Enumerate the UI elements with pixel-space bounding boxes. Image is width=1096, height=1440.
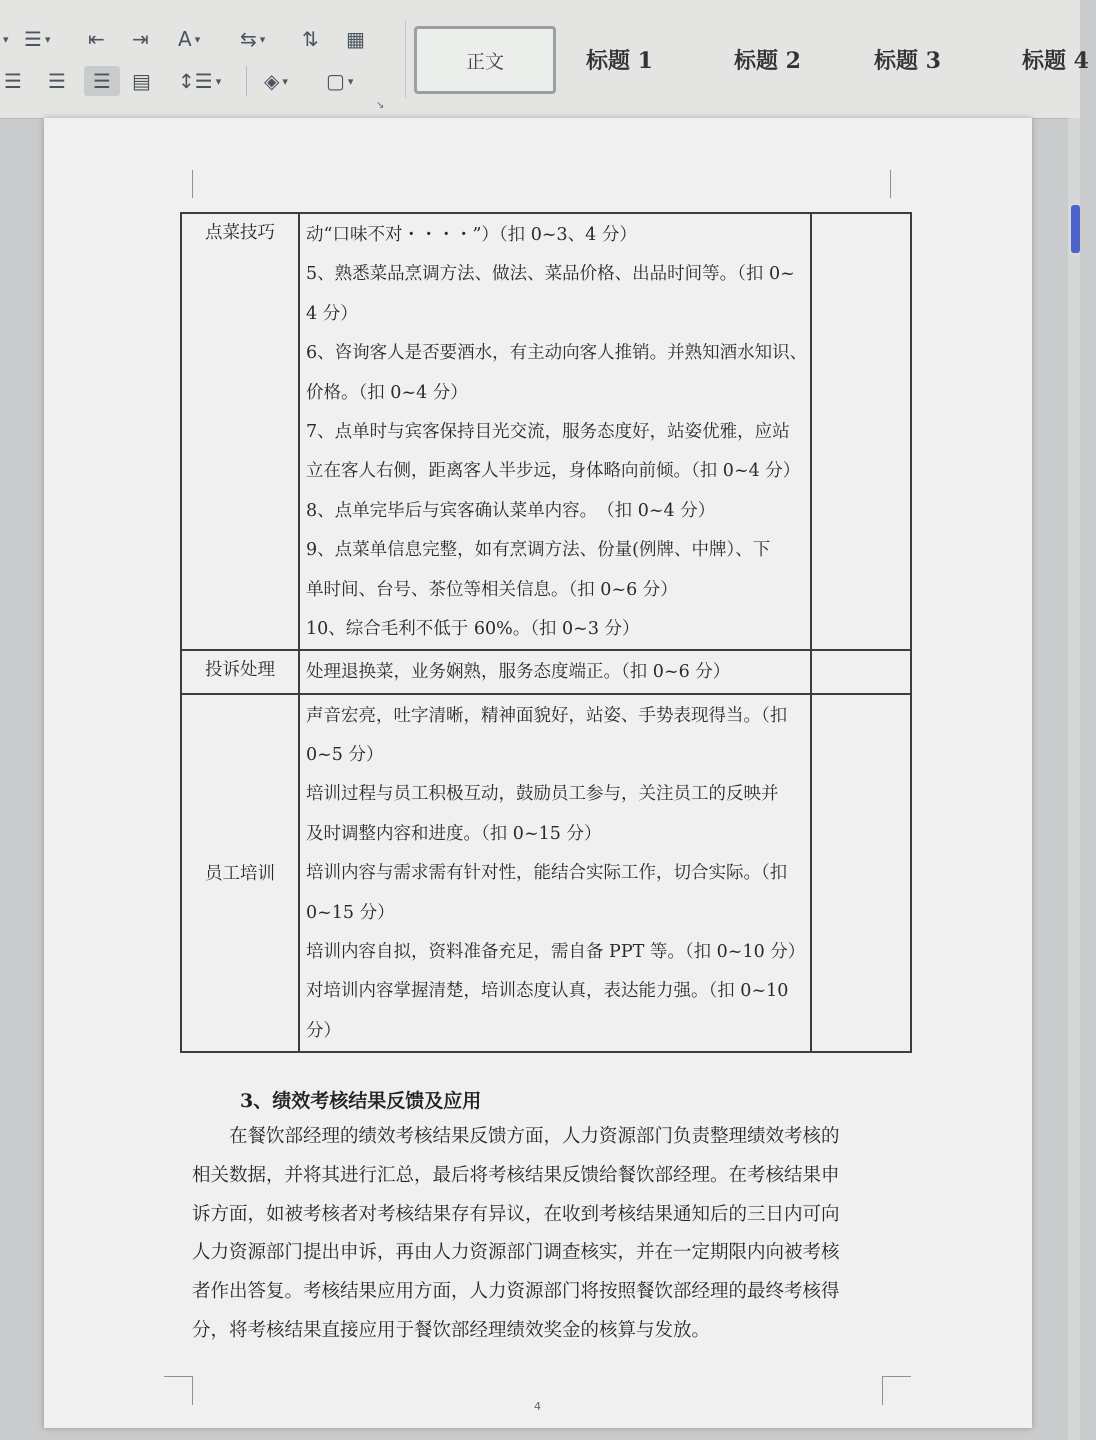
text-direction-button[interactable]: A ▾	[178, 27, 201, 51]
criteria-line: 7、点单时与宾客保持目光交流，服务态度好，站姿优雅，应站	[306, 421, 790, 442]
paragraph-line: 者作出答复。考核结果应用方面，人力资源部门将按照餐饮部经理的最终考核得	[192, 1281, 840, 1303]
criteria-line: 分）	[306, 1020, 341, 1041]
category-cell[interactable]	[181, 694, 299, 1053]
vertical-scrollbar[interactable]	[1068, 118, 1080, 1440]
increase-indent-icon: ⇥	[132, 27, 149, 51]
score-cell[interactable]	[811, 650, 911, 693]
category-label: 投诉处理	[205, 660, 275, 681]
distributed-icon: ▤	[132, 69, 151, 93]
criteria-line: 立在客人右侧，距离客人半步远，身体略向前倾。（扣 0~4 分）	[306, 461, 801, 482]
document-page[interactable]	[44, 118, 1032, 1428]
crop-mark	[164, 1376, 193, 1405]
paragraph-line: 相关数据，并将其进行汇总，最后将考核结果反馈给餐饮部经理。在考核结果申	[192, 1164, 840, 1186]
category-cell[interactable]	[181, 650, 299, 693]
criteria-line: 0~5 分）	[306, 745, 384, 766]
styles-gallery	[405, 20, 1096, 98]
borders-button[interactable]: ▢ ▾	[326, 69, 354, 93]
score-cell[interactable]	[811, 213, 911, 650]
shading-button[interactable]: ◈ ▾	[264, 69, 288, 93]
align-center-icon: ☰	[48, 69, 66, 93]
align-center-button[interactable]	[48, 66, 66, 96]
line-spacing-icon: ↕☰	[178, 69, 213, 93]
page-number: 4	[534, 1400, 541, 1413]
criteria-line: 10、综合毛利不低于 60%。（扣 0~3 分）	[306, 618, 640, 639]
align-left-button[interactable]	[4, 66, 22, 96]
criteria-line: 处理退换菜，业务娴熟，服务态度端正。（扣 0~6 分）	[306, 662, 731, 683]
criteria-line: 4 分）	[306, 303, 358, 324]
crop-mark	[882, 1376, 911, 1405]
paragraph-line: 人力资源部门提出申诉，再由人力资源部门调查核实，并在一定期限内向被考核	[192, 1242, 840, 1264]
style-heading-2[interactable]: 标题 2	[734, 47, 801, 74]
style-heading-3[interactable]: 标题 3	[874, 47, 941, 74]
sort-button[interactable]	[302, 24, 319, 54]
distributed-button[interactable]	[132, 66, 151, 96]
borders-icon: ▢	[326, 69, 345, 93]
category-label: 员工培训	[205, 864, 275, 885]
section-heading: 3、绩效考核结果反馈及应用	[240, 1090, 482, 1112]
bullets-list-button[interactable]: ☰ ▾	[24, 27, 51, 51]
criteria-line: 价格。（扣 0~4 分）	[306, 382, 468, 403]
swap-button[interactable]: ⇆ ▾	[240, 27, 266, 51]
toolbar-separator	[246, 66, 247, 96]
decrease-indent-icon: ⇤	[88, 27, 105, 51]
sort-icon: ⇅	[302, 27, 319, 51]
table-grid-icon: ▦	[346, 27, 365, 51]
criteria-cell[interactable]	[299, 650, 811, 693]
table-row	[181, 213, 911, 650]
scrollbar-thumb[interactable]	[1071, 205, 1080, 253]
criteria-line: 及时调整内容和进度。（扣 0~15 分）	[306, 823, 602, 844]
criteria-line: 0~15 分）	[306, 902, 395, 923]
criteria-line: 对培训内容掌握清楚，培训态度认真，表达能力强。（扣 0~10	[306, 981, 789, 1002]
criteria-line: 单时间、台号、茶位等相关信息。（扣 0~6 分）	[306, 579, 678, 600]
criteria-line: 6、咨询客人是否要酒水，有主动向客人推销。并熟知酒水知识、	[306, 343, 808, 364]
criteria-line: 9、点菜单信息完整，如有烹调方法、份量(例牌、中牌）、下	[306, 540, 771, 561]
crop-mark	[890, 170, 919, 198]
criteria-line: 8、点单完毕后与宾客确认菜单内容。 （扣 0~4 分）	[306, 500, 716, 521]
justify-button[interactable]	[84, 66, 120, 96]
style-heading-4[interactable]: 标题 4	[1022, 47, 1089, 74]
criteria-line: 培训过程与员工积极互动，鼓励员工参与，关注员工的反映并	[306, 784, 779, 805]
criteria-line: 声音宏亮，吐字清晰，精神面貌好，站姿、手势表现得当。（扣	[306, 705, 788, 726]
table-grid-button[interactable]	[346, 24, 365, 54]
style-normal[interactable]: 正文	[414, 26, 556, 94]
paragraph-line: 在餐饮部经理的绩效考核结果反馈方面，人力资源部门负责整理绩效考核的	[192, 1126, 840, 1147]
table-row	[181, 694, 911, 1053]
score-cell[interactable]	[811, 694, 911, 1053]
style-heading-1[interactable]: 标题 1	[586, 47, 653, 74]
align-left-icon: ☰	[4, 69, 22, 93]
paragraph-line: 诉方面，如被考核者对考核结果存有异议，在收到考核结果通知后的三日内可向	[192, 1203, 840, 1225]
crop-mark	[164, 170, 193, 198]
criteria-cell[interactable]	[299, 213, 811, 650]
numbering-caret-button[interactable]: ▾	[3, 32, 9, 46]
criteria-line: 动“口味不对・・・・”）（扣 0~3、4 分）	[306, 225, 637, 245]
table-row	[181, 650, 911, 693]
bullets-list-icon: ☰	[24, 27, 42, 51]
swap-icon: ⇆	[240, 27, 257, 51]
paragraph-settings-launcher-icon[interactable]: ↘	[376, 100, 385, 111]
category-label: 点菜技巧	[205, 223, 275, 243]
ribbon-toolbar	[0, 0, 1089, 119]
criteria-cell[interactable]	[299, 694, 811, 1053]
justify-icon: ☰	[93, 69, 111, 93]
criteria-line: 培训内容与需求需有针对性，能结合实际工作，切合实际。（扣	[306, 863, 788, 884]
text-direction-icon: A	[178, 27, 192, 51]
line-spacing-button[interactable]: ↕☰ ▾	[178, 69, 222, 93]
shading-icon: ◈	[264, 69, 280, 93]
increase-indent-button[interactable]	[132, 24, 149, 54]
paragraph-line: 分，将考核结果直接应用于餐饮部经理绩效奖金的核算与发放。	[192, 1319, 711, 1341]
criteria-line: 培训内容自拟，资料准备充足，需自备 PPT 等。（扣 0~10 分）	[306, 942, 806, 963]
paragraph-tools	[0, 0, 400, 118]
criteria-line: 5、熟悉菜品烹调方法、做法、菜品价格、出品时间等。（扣 0~	[306, 264, 795, 285]
evaluation-table	[180, 212, 912, 1053]
decrease-indent-button[interactable]	[88, 24, 105, 54]
body-paragraph[interactable]	[192, 1118, 892, 1351]
category-cell[interactable]	[181, 213, 299, 650]
